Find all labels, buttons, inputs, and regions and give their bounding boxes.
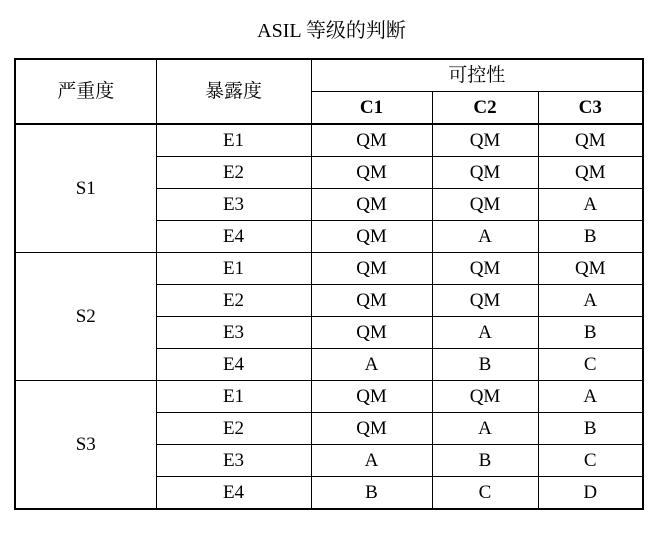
asil-cell: C (538, 445, 643, 477)
asil-cell: B (538, 317, 643, 349)
asil-cell: QM (311, 285, 432, 317)
asil-cell: B (311, 477, 432, 510)
asil-table (14, 58, 644, 510)
exposure-cell: E2 (156, 285, 311, 317)
asil-cell: QM (432, 253, 538, 285)
asil-cell: B (538, 413, 643, 445)
asil-cell: QM (538, 124, 643, 157)
asil-cell: QM (432, 124, 538, 157)
asil-cell: QM (311, 253, 432, 285)
c1-header: C1 (311, 92, 432, 125)
asil-cell: A (538, 189, 643, 221)
exposure-cell: E4 (156, 477, 311, 510)
asil-cell: C (432, 477, 538, 510)
asil-cell: C (538, 349, 643, 381)
exposure-cell: E3 (156, 189, 311, 221)
asil-cell: QM (311, 157, 432, 189)
asil-cell: B (538, 221, 643, 253)
severity-cell-s2: S2 (15, 253, 156, 381)
asil-cell: QM (538, 253, 643, 285)
exposure-cell: E1 (156, 381, 311, 413)
asil-cell: QM (432, 285, 538, 317)
asil-cell: QM (311, 189, 432, 221)
asil-cell: A (432, 317, 538, 349)
asil-cell: D (538, 477, 643, 510)
asil-cell: QM (432, 381, 538, 413)
severity-cell-s3: S3 (15, 381, 156, 510)
asil-cell: A (538, 381, 643, 413)
asil-cell: QM (311, 124, 432, 157)
severity-cell-s1: S1 (15, 124, 156, 253)
table-row (15, 124, 643, 157)
asil-cell: A (432, 413, 538, 445)
exposure-cell: E4 (156, 349, 311, 381)
asil-cell: A (311, 349, 432, 381)
asil-cell: QM (432, 189, 538, 221)
asil-cell: B (432, 349, 538, 381)
exposure-header: 暴露度 (156, 59, 311, 124)
c3-header: C3 (538, 92, 643, 125)
exposure-cell: E2 (156, 413, 311, 445)
asil-cell: QM (432, 157, 538, 189)
exposure-cell: E1 (156, 124, 311, 157)
table-row (15, 253, 643, 285)
asil-cell: QM (311, 317, 432, 349)
exposure-cell: E3 (156, 445, 311, 477)
asil-cell: QM (311, 413, 432, 445)
asil-cell: A (311, 445, 432, 477)
asil-cell: B (432, 445, 538, 477)
exposure-cell: E2 (156, 157, 311, 189)
asil-cell: QM (538, 157, 643, 189)
exposure-cell: E3 (156, 317, 311, 349)
asil-cell: A (432, 221, 538, 253)
asil-cell: QM (311, 221, 432, 253)
asil-cell: QM (311, 381, 432, 413)
table-row (15, 381, 643, 413)
exposure-cell: E1 (156, 253, 311, 285)
table-title: ASIL 等级的判断 (257, 20, 406, 42)
controllability-header: 可控性 (311, 59, 643, 92)
severity-header: 严重度 (15, 59, 156, 124)
c2-header: C2 (432, 92, 538, 125)
asil-cell: A (538, 285, 643, 317)
exposure-cell: E4 (156, 221, 311, 253)
